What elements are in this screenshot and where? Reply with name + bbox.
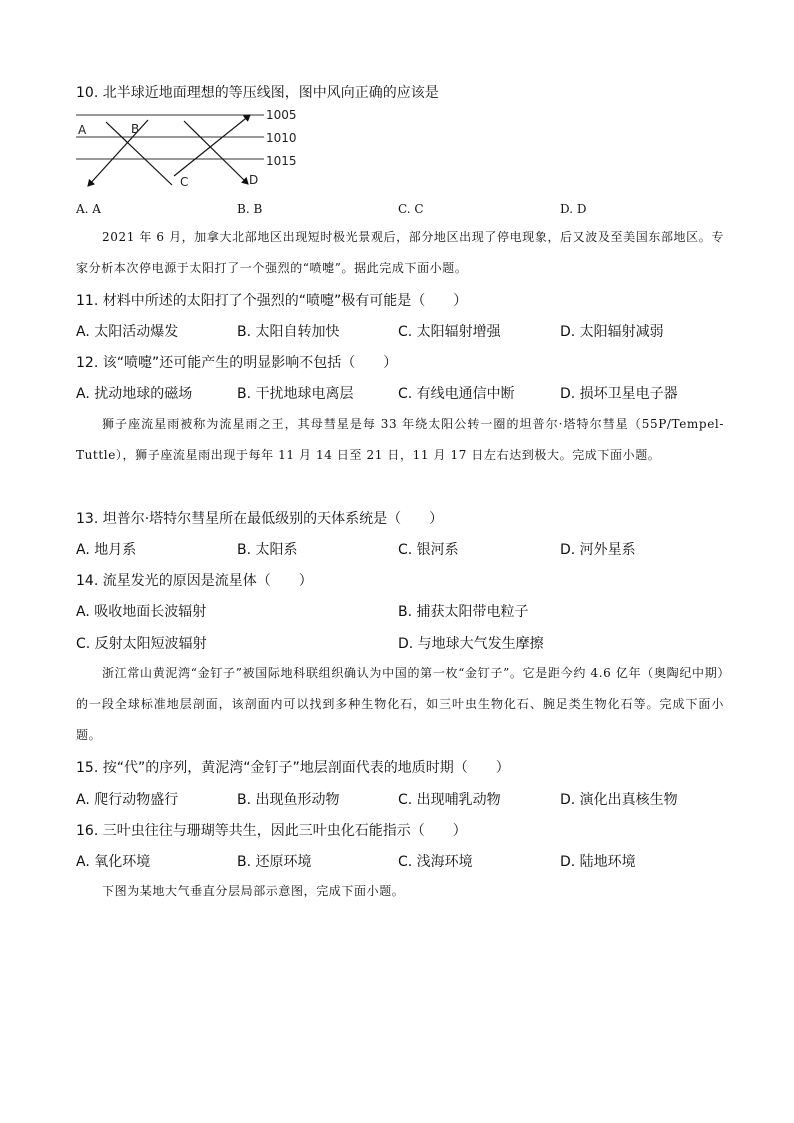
q13-option-c[interactable]: C. 银河系 <box>398 542 459 558</box>
q12-option-d[interactable]: D. 损坏卫星电子器 <box>560 386 678 402</box>
q13-option-d[interactable]: D. 河外星系 <box>560 542 636 558</box>
isobar-label-1010: 1010 <box>266 131 297 145</box>
q14-option-a[interactable]: A. 吸收地面长波辐射 <box>76 604 207 620</box>
passage-4: 下图为某地大气垂直分层局部示意图，完成下面小题。 <box>102 884 405 898</box>
q10-option-a[interactable]: A. A <box>76 202 101 216</box>
q10-option-b[interactable]: B. B <box>237 202 263 216</box>
q14-option-b[interactable]: B. 捕获太阳带电粒子 <box>398 604 529 620</box>
isobar-label-1005: 1005 <box>266 108 297 122</box>
q13-option-b[interactable]: B. 太阳系 <box>237 542 298 558</box>
q11-option-d[interactable]: D. 太阳辐射减弱 <box>560 324 664 340</box>
isobar-diagram <box>74 106 314 190</box>
arrow-label-a: A <box>78 123 87 137</box>
q10-option-c[interactable]: C. C <box>398 202 424 216</box>
q14-option-d[interactable]: D. 与地球大气发生摩擦 <box>398 636 544 652</box>
question-10-stem: 10. 北半球近地面理想的等压线图，图中风向正确的应该是 <box>76 85 439 101</box>
arrow-label-d: D <box>249 173 259 187</box>
question-16-stem: 16. 三叶虫往往与珊瑚等共生，因此三叶虫化石能指示（ ） <box>76 823 467 839</box>
q16-option-a[interactable]: A. 氧化环境 <box>76 854 151 870</box>
wind-arrow-d <box>184 121 248 184</box>
question-14-stem: 14. 流星发光的原因是流星体（ ） <box>76 573 313 589</box>
q15-option-c[interactable]: C. 出现哺乳动物 <box>398 792 501 808</box>
q11-option-c[interactable]: C. 太阳辐射增强 <box>398 324 501 340</box>
q11-option-a[interactable]: A. 太阳活动爆发 <box>76 324 179 340</box>
q16-option-b[interactable]: B. 还原环境 <box>237 854 312 870</box>
q12-option-c[interactable]: C. 有线电通信中断 <box>398 386 515 402</box>
arrow-label-c: C <box>180 175 189 189</box>
question-13-stem: 13. 坦普尔·塔特尔彗星所在最低级别的天体系统是（ ） <box>76 511 444 527</box>
q10-option-d[interactable]: D. D <box>560 202 587 216</box>
q12-option-b[interactable]: B. 干扰地球电离层 <box>237 386 354 402</box>
q15-option-b[interactable]: B. 出现鱼形动物 <box>237 792 340 808</box>
q16-option-d[interactable]: D. 陆地环境 <box>560 854 636 870</box>
passage-3: 浙江常山黄泥湾“金钉子”被国际地科联组织确认为中国的第一枚“金钉子”。它是距今约 4.6 亿年（奥陶纪中期）的一段全球标准地层剖面，该剖面内可以找到多种生物化石，如三叶虫生物化石、腕足类生物化石等。完成下面小题。 <box>76 666 724 742</box>
arrow-label-b: B <box>131 122 140 136</box>
isobar-label-1015: 1015 <box>266 154 297 168</box>
q12-option-a[interactable]: A. 扰动地球的磁场 <box>76 386 193 402</box>
q16-option-c[interactable]: C. 浅海环境 <box>398 854 473 870</box>
passage-2: 狮子座流星雨被称为流星雨之王，其母彗星是每 33 年绕太阳公转一圈的坦普尔·塔特尔彗星（55P/Tempel-Tuttle），狮子座流星雨出现于每年 11 月 14 日至 21 日，11 月 17 日左右达到极大。完成下面小题。 <box>76 417 724 462</box>
q15-option-d[interactable]: D. 演化出真核生物 <box>560 792 678 808</box>
question-12-stem: 12. 该“喷嚏”还可能产生的明显影响不包括（ ） <box>76 355 398 371</box>
question-11-stem: 11. 材料中所述的太阳打了个强烈的“喷嚏”极有可能是（ ） <box>76 293 468 309</box>
wind-arrow-c <box>174 115 250 176</box>
question-15-stem: 15. 按“代”的序列，黄泥湾“金钉子”地层剖面代表的地质时期（ ） <box>76 760 510 776</box>
q13-option-a[interactable]: A. 地月系 <box>76 542 137 558</box>
q14-option-c[interactable]: C. 反射太阳短波辐射 <box>76 636 207 652</box>
q15-option-a[interactable]: A. 爬行动物盛行 <box>76 792 179 808</box>
q11-option-b[interactable]: B. 太阳自转加快 <box>237 324 340 340</box>
passage-1: 2021 年 6 月，加拿大北部地区出现短时极光景观后，部分地区出现了停电现象，后又波及至美国东部地区。专家分析本次停电源于太阳打了一个强烈的“喷嚏”。据此完成下面小题。 <box>76 230 724 275</box>
